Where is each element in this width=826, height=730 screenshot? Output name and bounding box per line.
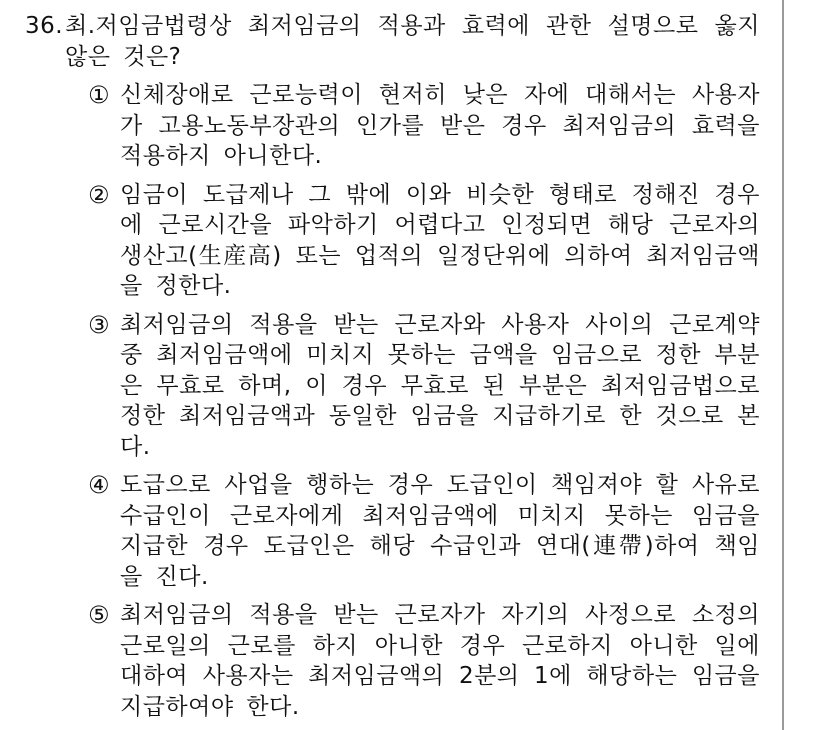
option-5-marker: ⑤	[88, 601, 111, 629]
option-1	[88, 80, 760, 172]
option-5	[88, 600, 760, 722]
option-3	[88, 310, 760, 463]
question-text: 최.저임금법령상 최저임금의 적용과 효력에 관한 설명으로 옳지 않은 것은?	[65, 13, 760, 70]
option-4	[88, 470, 760, 592]
option-3-marker: ③	[88, 310, 111, 339]
option-4-marker: ④	[88, 471, 111, 499]
option-5-text: 최저임금의 적용을 받는 근로자가 자기의 사정으로 소정의 근로일의 근로를 하지 아니한 경우 근로하지 아니한 일에 대하여 사용자는 최저임금액의 2분의 1에 해당하는 임금을 지급하여야 한다.	[120, 602, 760, 720]
option-2-text: 임금이 도급제나 그 밖에 이와 비슷한 형태로 정해진 경우에 근로시간을 파악하기 어렵다고 인정되면 해당 근로자의 생산고(生産高) 또는 업적의 일정단위에 의하여 최저임금액을 정한다.	[120, 181, 760, 299]
option-3-text: 최저임금의 적용을 받는 근로자와 사용자 사이의 근로계약 중 최저임금액에 미치지 못하는 금액을 임금으로 정한 부분은 무효로 하며, 이 경우 무효로 된 부분은 최저임금법으로 정한 최저임금액과 동일한 임금을 지급하기로 한 것으로 본다.	[120, 311, 760, 460]
option-4-text: 도급으로 사업을 행하는 경우 도급인이 책임져야 할 사유로 수급인이 근로자에게 최저임금액에 미치지 못하는 임금을 지급한 경우 도급인은 해당 수급인과 연대(連帶)하여 책임을 진다.	[120, 472, 760, 590]
option-1-text: 신체장애로 근로능력이 현저히 낮은 자에 대해서는 사용자가 고용노동부장관의 인가를 받은 경우 최저임금의 효력을 적용하지 아니한다.	[120, 82, 760, 169]
question-number: 36.	[25, 13, 64, 39]
option-1-marker: ①	[88, 81, 111, 109]
option-2-marker: ②	[88, 180, 111, 209]
question-row	[25, 11, 760, 72]
options-list	[88, 80, 760, 722]
option-2	[88, 180, 760, 302]
column-divider-line	[782, 0, 784, 730]
